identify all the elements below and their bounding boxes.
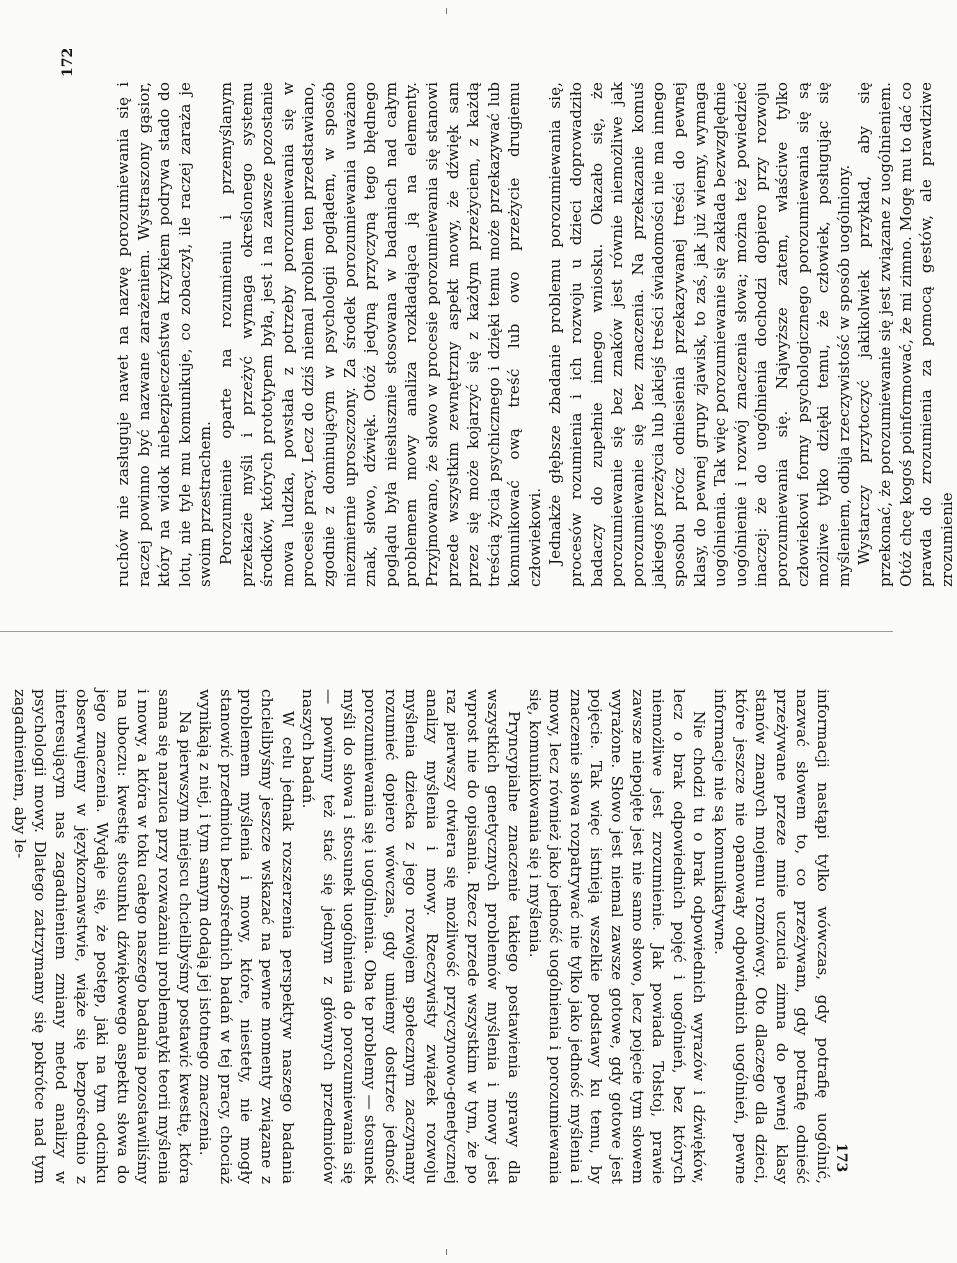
paragraph: Nie chodzi tu o brak odpowiednich wyrazów i dźwięków, lecz o brak odpowiednich pojęć i uogólnień, bez których niemożliwe jest zrozumienie. Jak powiada Tołstoj, prawie zawsze niepojęte jest nie samo słowo, lecz pojęcie tym słowem wyrażone. Słowo jest niemal zawsze gotowe, gdy gotowe jest pojęcie. Tak więc istnieją wszelkie podstawy ku temu, by znaczenie słowa rozpatrywać nie tylko jako jedność myślenia i mowy, lecz również jako jedność uogólnienia i porozumiewania się, komunikowania się i myślenia.: [525, 689, 709, 1184]
crop-mark-bottom: [446, 1249, 447, 1255]
paragraph: Jednakże głębsze zbadanie problemu porozumiewania się, procesów rozumienia i ich rozwoju u dzieci doprowadziło badaczy do zupełnie innego wniosku. Okazało się, że porozumiewanie się bez znaków jest równie niemożliwe jak porozumiewanie się bez znaczenia. Na przekazanie komuś jakiegoś przeżycia lub jakiejś treści świadomości nie ma innego sposobu prócz odniesienia przekazywanej treści do pewnej klasy, do pewnej grupy zjawisk, to zaś, jak już wiemy, wymaga uogólnienia. Tak więc porozumiewanie się zakłada bezwzględnie uogólnienie i rozwój znaczenia słowa; można też powiedzieć inaczej: że do uogólnienia dochodzi dopiero przy rozwoju porozumiewania się. Najwyższe zatem, właściwe tylko człowiekowi formy psychologicznego porozumiewania się są możliwe tylko dzięki temu, że człowiek, posługując się myśleniem, odbija rzeczywistość w sposób uogólniony.: [546, 82, 853, 587]
right-page-body: [10, 689, 833, 1184]
left-page: [0, 0, 956, 631]
paragraph: W celu jednak rozszerzenia perspektyw naszego badania chcielibyśmy jeszcze wskazać na pewne momenty związane z problemem myślenia i mowy, które, niestety, nie mogły stanowić przedmiotu bezpośrednich badań w tej pracy, chociaż wynikają z niej, i tym samym dodają jej istotnego znaczenia.: [196, 689, 297, 1184]
right-page: [0, 631, 893, 1263]
page-fold-line: [0, 631, 893, 632]
paragraph: Porozumienie oparte na rozumieniu i przemyślanym przekazie myśli i przeżyć wymaga określonego systemu środków, których prototypem była, jest i na zawsze pozostanie mowa ludzka, powstała z potrzeby porozumiewania się w procesie pracy. Lecz do dziś niemal problem ten przedstawiano, zgodnie z dominującym w psychologii poglądem, w sposób niezmiernie uproszczony. Za środek porozumiewania uważano znak, słowo, dźwięk. Otóż jedyną przyczyną tego błędnego poglądu była niesłusznie stosowana w badaniach nad całym problemem mowy analiza rozkładająca ją na elementy. Przyjmowano, że słowo w procesie porozumiewania się stanowi przede wszystkim zewnętrzny aspekt mowy, że dźwięk sam przez się może kojarzyć się z każdym przeżyciem, z każdą treścią życia psychicznego i dzięki temu może przekazywać lub komunikować ową treść lub owo przeżycie drugiemu człowiekowi.: [216, 82, 544, 587]
right-page-number: 173: [833, 1143, 849, 1173]
paragraph: Pryncypialne znaczenie takiego postawienia sprawy dla wszystkich genetycznych problemów myślenia i mowy jest wprost nie do opisania. Rzecz przede wszystkim w tym, że po raz pierwszy otwiera się możliwość przyczynowo-genetycznej analizy myślenia i mowy. Rzeczywisty związek rozwoju myślenia dziecka z jego rozwojem społecznym zaczynamy rozumieć dopiero wówczas, gdy umiemy dostrzec jedność porozumiewania się i uogólnienia. Oba te problemy — stosunek myśli do słowa i stosunek uogólnienia do porozumiewania się — powinny też stać się jednym z głównych przedmiotów naszych badań.: [299, 689, 524, 1184]
paragraph: ruchów nie zasługuje nawet na nazwę porozumiewania się i raczej powinno być nazwane zarażeniem. Wystraszony gąsior, który na widok niebezpieczeństwa krzykiem podrywa stado do lotu, nie tyle mu komunikuje, co zobaczył, ile raczej zaraża je swoim przestrachem.: [114, 82, 215, 587]
paragraph: informacji nastąpi tylko wówczas, gdy potrafię uogólnić, nazwać słowem to, co przeżywam, gdy potrafię odnieść przeżywane przeze mnie uczucia zimna do pewnej klasy stanów znanych mojemu rozmówcy. Oto dlaczego dla dzieci, które jeszcze nie opanowały odpowiednich uogólnień, pewne informacje nie są komunikatywne.: [711, 689, 832, 1184]
paragraph: Wystarczy przytoczyć jakikolwiek przykład, aby się przekonać, że porozumiewanie się jest związane z uogólnieniem. Otóż chcę kogoś poinformować, że mi zimno. Mogę mu to dać co prawda do zrozumienia za pomocą gestów, ale prawdziwe zrozumienie: [855, 82, 956, 587]
paragraph: Na pierwszym miejscu chcielibyśmy postawić kwestię, która sama się narzuca przy rozważaniu problematyki teorii myślenia i mowy, a która w toku całego naszego badania pozostawiliśmy na uboczu: kwestię stosunku dźwiękowego aspektu słowa do jego znaczenia. Wydaje się, że postęp, jaki na tym odcinku obserwujemy w językoznawstwie, wiąże się bezpośrednio z interesującym nas zagadnieniem zmiany metod analizy w psychologii mowy. Dlatego zatrzymamy się pokrótce nad tym zagadnieniem, aby le-: [10, 689, 194, 1184]
left-page-body: [113, 82, 956, 587]
left-page-number: 172: [60, 47, 76, 77]
right-page-text: [9, 689, 833, 1184]
left-page-text: [113, 82, 957, 587]
crop-mark-top: [446, 8, 447, 14]
